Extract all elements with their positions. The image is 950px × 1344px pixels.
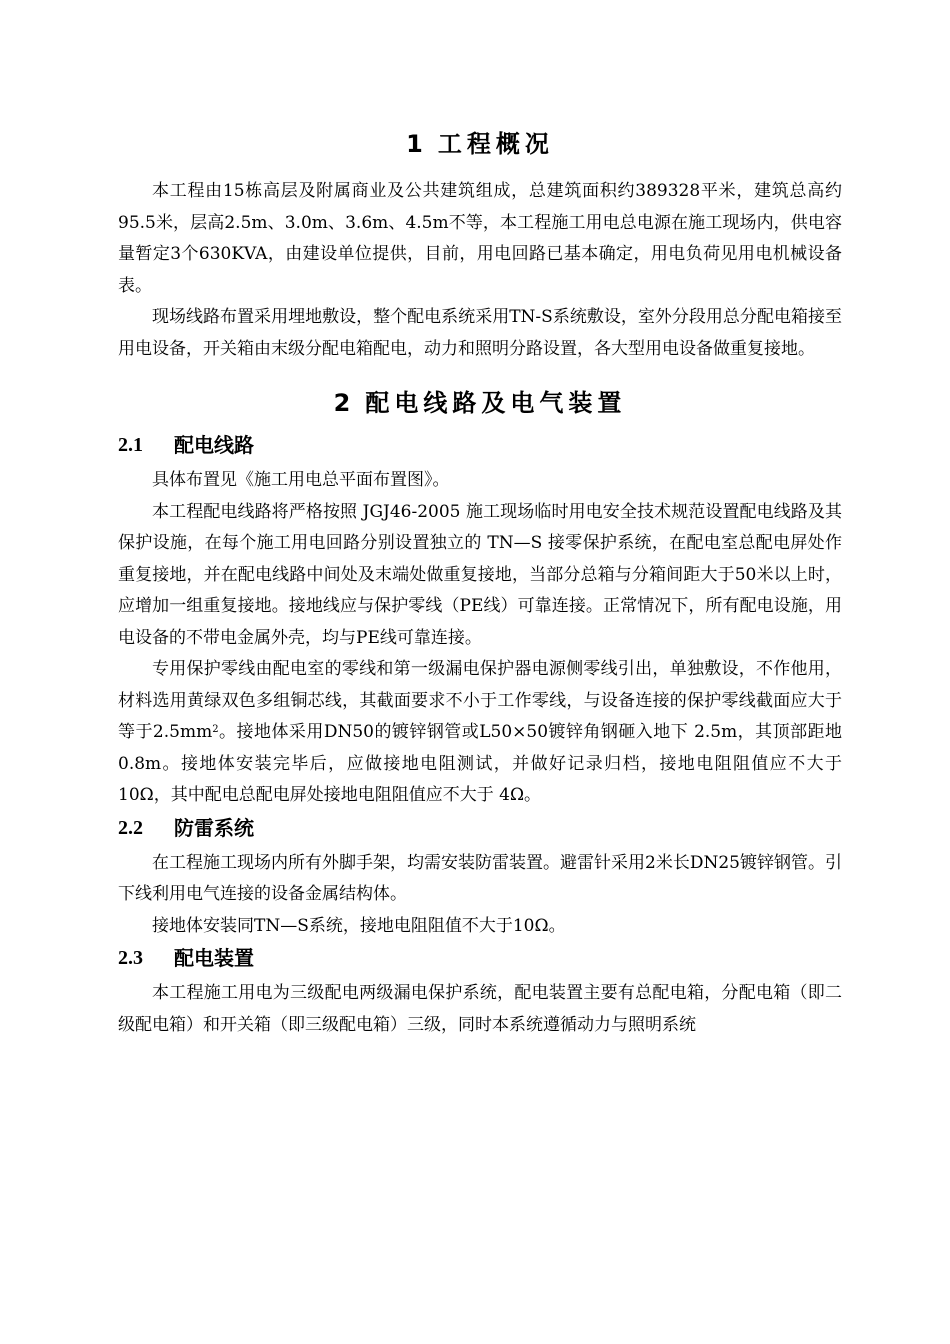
- section-title: 配电线路及电气装置: [365, 389, 627, 417]
- section-2-heading: [118, 383, 842, 423]
- section-title: 工程概况: [437, 130, 554, 158]
- superscript: 2: [212, 724, 219, 735]
- paragraph: 本工程由15栋高层及附属商业及公共建筑组成，总建筑面积约389328平米，建筑总高约95.5米，层高2.5m、3.0m、3.6m、4.5m不等，本工程施工用电总电源在施工现场内，供电容量暂定3个630KVA，由建设单位提供，目前，用电回路已基本确定，用电负荷见用电机械设备表。: [118, 181, 842, 296]
- subsection-number: 2.1: [118, 434, 143, 456]
- section-2-3-heading: [118, 942, 842, 974]
- section-2-2-heading: [118, 812, 842, 844]
- subsection-title: 配电线路: [174, 433, 254, 457]
- subsection-title: 防雷系统: [174, 815, 254, 840]
- section-1-heading: [118, 124, 842, 164]
- subsection-number: 2.2: [118, 816, 143, 839]
- paragraph: [118, 654, 842, 812]
- paragraph: 本工程配电线路将严格按照 JGJ46-2005 施工现场临时用电安全技术规范设置配电线路及其保护设施，在每个施工用电回路分别设置独立的 TN—S 接零保护系统，在配电室总配电屏处作重复接地，并在配电线路中间处及末端处做重复接地，当部分总箱与分箱间距大于50米以上时，应增加一组重复接地。接地线应与保护零线（PE线）可靠连接。正常情况下，所有配电设施，用电设备的不带电金属外壳，均与PE线可靠连接。: [118, 501, 842, 648]
- subsection-title: 配电装置: [174, 946, 254, 970]
- document-page: [118, 124, 842, 1041]
- section-2-1-heading: [118, 429, 842, 461]
- section-number: 2: [333, 389, 356, 417]
- subsection-number: 2.3: [118, 947, 143, 969]
- paragraph-text: 专用保护零线由配电室的零线和第一级漏电保护器电源侧零线引出，单独敷设，不作他用，材料选用黄绿双色多组铜芯线，其截面要求不小于工作零线，与设备连接的保护零线截面应大于等于2.5mm: [118, 659, 842, 742]
- paragraph: 在工程施工现场内所有外脚手架，均需安装防雷装置。避雷针采用2米长DN25镀锌钢管。引下线利用电气连接的设备金属结构体。: [118, 852, 842, 904]
- paragraph: 本工程施工用电为三级配电两级漏电保护系统，配电装置主要有总配电箱，分配电箱（即二级配电箱）和开关箱（即三级配电箱）三级，同时本系统遵循动力与照明系统: [118, 983, 842, 1035]
- paragraph: 接地体安装同TN—S系统，接地电阻阻值不大于10Ω。: [152, 915, 566, 936]
- section-number: 1: [406, 130, 428, 158]
- paragraph: 现场线路布置采用埋地敷设，整个配电系统采用TN-S系统敷设，室外分段用总分配电箱接至用电设备，开关箱由末级分配电箱配电，动力和照明分路设置，各大型用电设备做重复接地。: [118, 307, 842, 359]
- paragraph-text: 。接地体采用DN50的镀锌钢管或L50×50镀锌角钢砸入地下 2.5m，其顶部距地 0.8m。接地体安装完毕后，应做接地电阻测试，并做好记录归档，接地电阻阻值应不大于 10Ω，其中配电总配电屏处接地电阻阻值应不大于 4Ω。: [118, 722, 843, 805]
- paragraph: 具体布置见《施工用电总平面布置图》。: [152, 470, 450, 490]
